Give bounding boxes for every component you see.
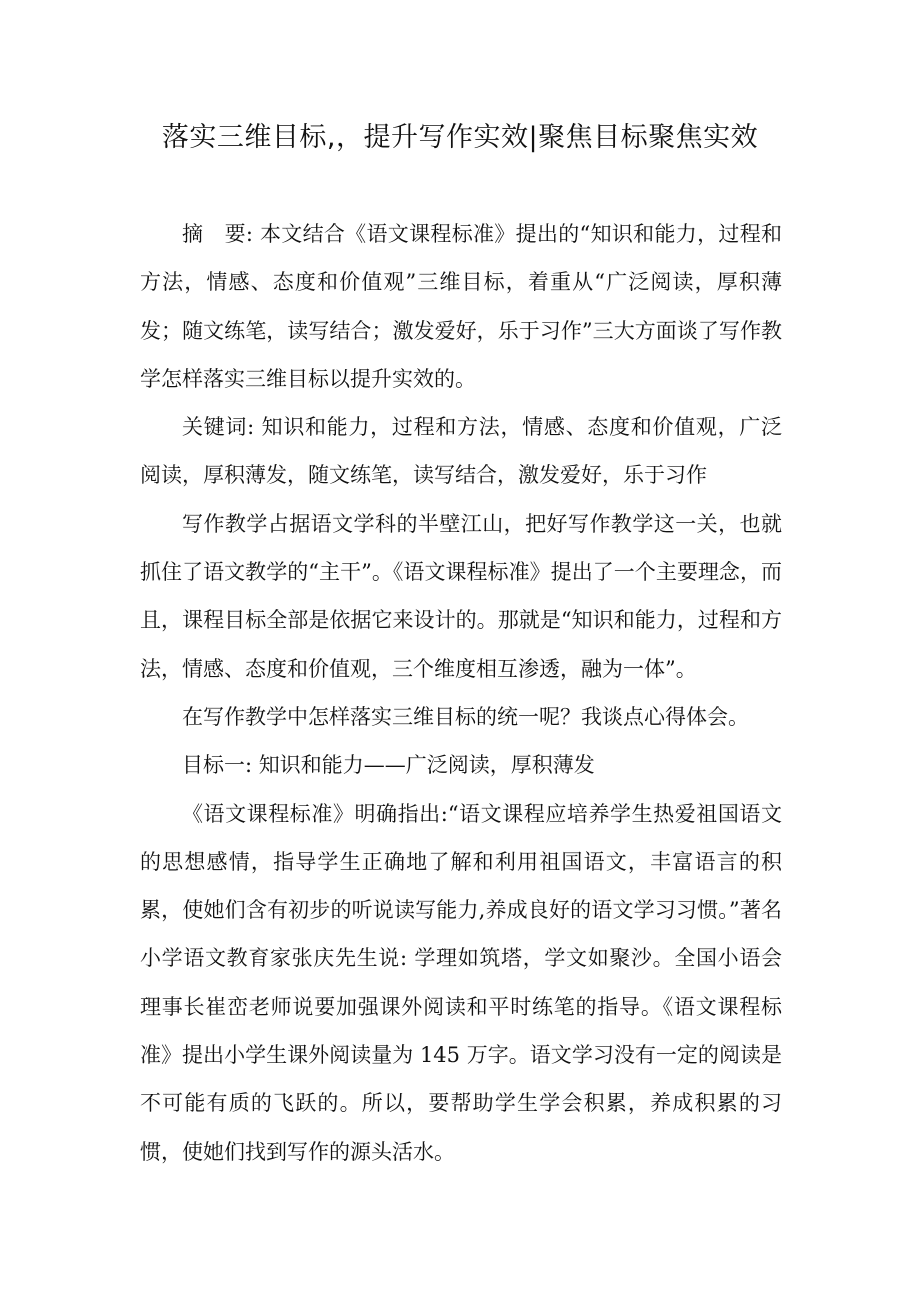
body-paragraph: 《语文课程标准》明确指出:“语文课程应培养学生热爱祖国语文的思想感情，指导学生正确地了解和利用祖国语文，丰富语言的积累，使她们含有初步的听说读写能力,养成良好的语文学习习惯。”著名小学语文教育家张庆先生说: 学理如筑塔，学文如聚沙。全国小语会理事长崔峦老师说要加强课外阅读和平时练笔的指导。《语文课程标准》提出小学生课外阅读量为 145 万字。语文学习没有一定的阅读是不可能有质的飞跃的。所以，要帮助学生学会积累，养成积累的习惯，使她们找到写作的源头活水。 — [140, 801, 782, 1164]
body-paragraph: 在写作教学中怎样落实三维目标的统一呢？我谈点心得体会。 — [182, 704, 749, 729]
abstract-paragraph: 摘 要: 本文结合《语文课程标准》提出的“知识和能力，过程和方法，情感、态度和价值观”三维目标，着重从“广泛阅读，厚积薄发；随文练笔，读写结合；激发爱好，乐于习作”三大方面谈了写作教学怎样落实三维目标以提升实效的。 — [140, 222, 782, 391]
body-paragraph: 写作教学占据语文学科的半壁江山，把好写作教学这一关，也就抓住了语文教学的“主干”。《语文课程标准》提出了一个主要理念，而且，课程目标全部是依据它来设计的。那就是“知识和能力，过程和方法，情感、态度和价值观，三个维度相互渗透，融为一体”。 — [140, 511, 782, 681]
section-heading: 目标一: 知识和能力——广泛阅读，厚积薄发 — [182, 753, 595, 778]
document-body — [140, 210, 782, 1176]
document-title: 落实三维目标,，提升写作实效|聚焦目标聚焦实效 — [161, 122, 759, 153]
keywords-paragraph: 关键词: 知识和能力，过程和方法，情感、态度和价值观，广泛阅读，厚积薄发，随文练笔，读写结合，激发爱好，乐于习作 — [140, 415, 782, 488]
